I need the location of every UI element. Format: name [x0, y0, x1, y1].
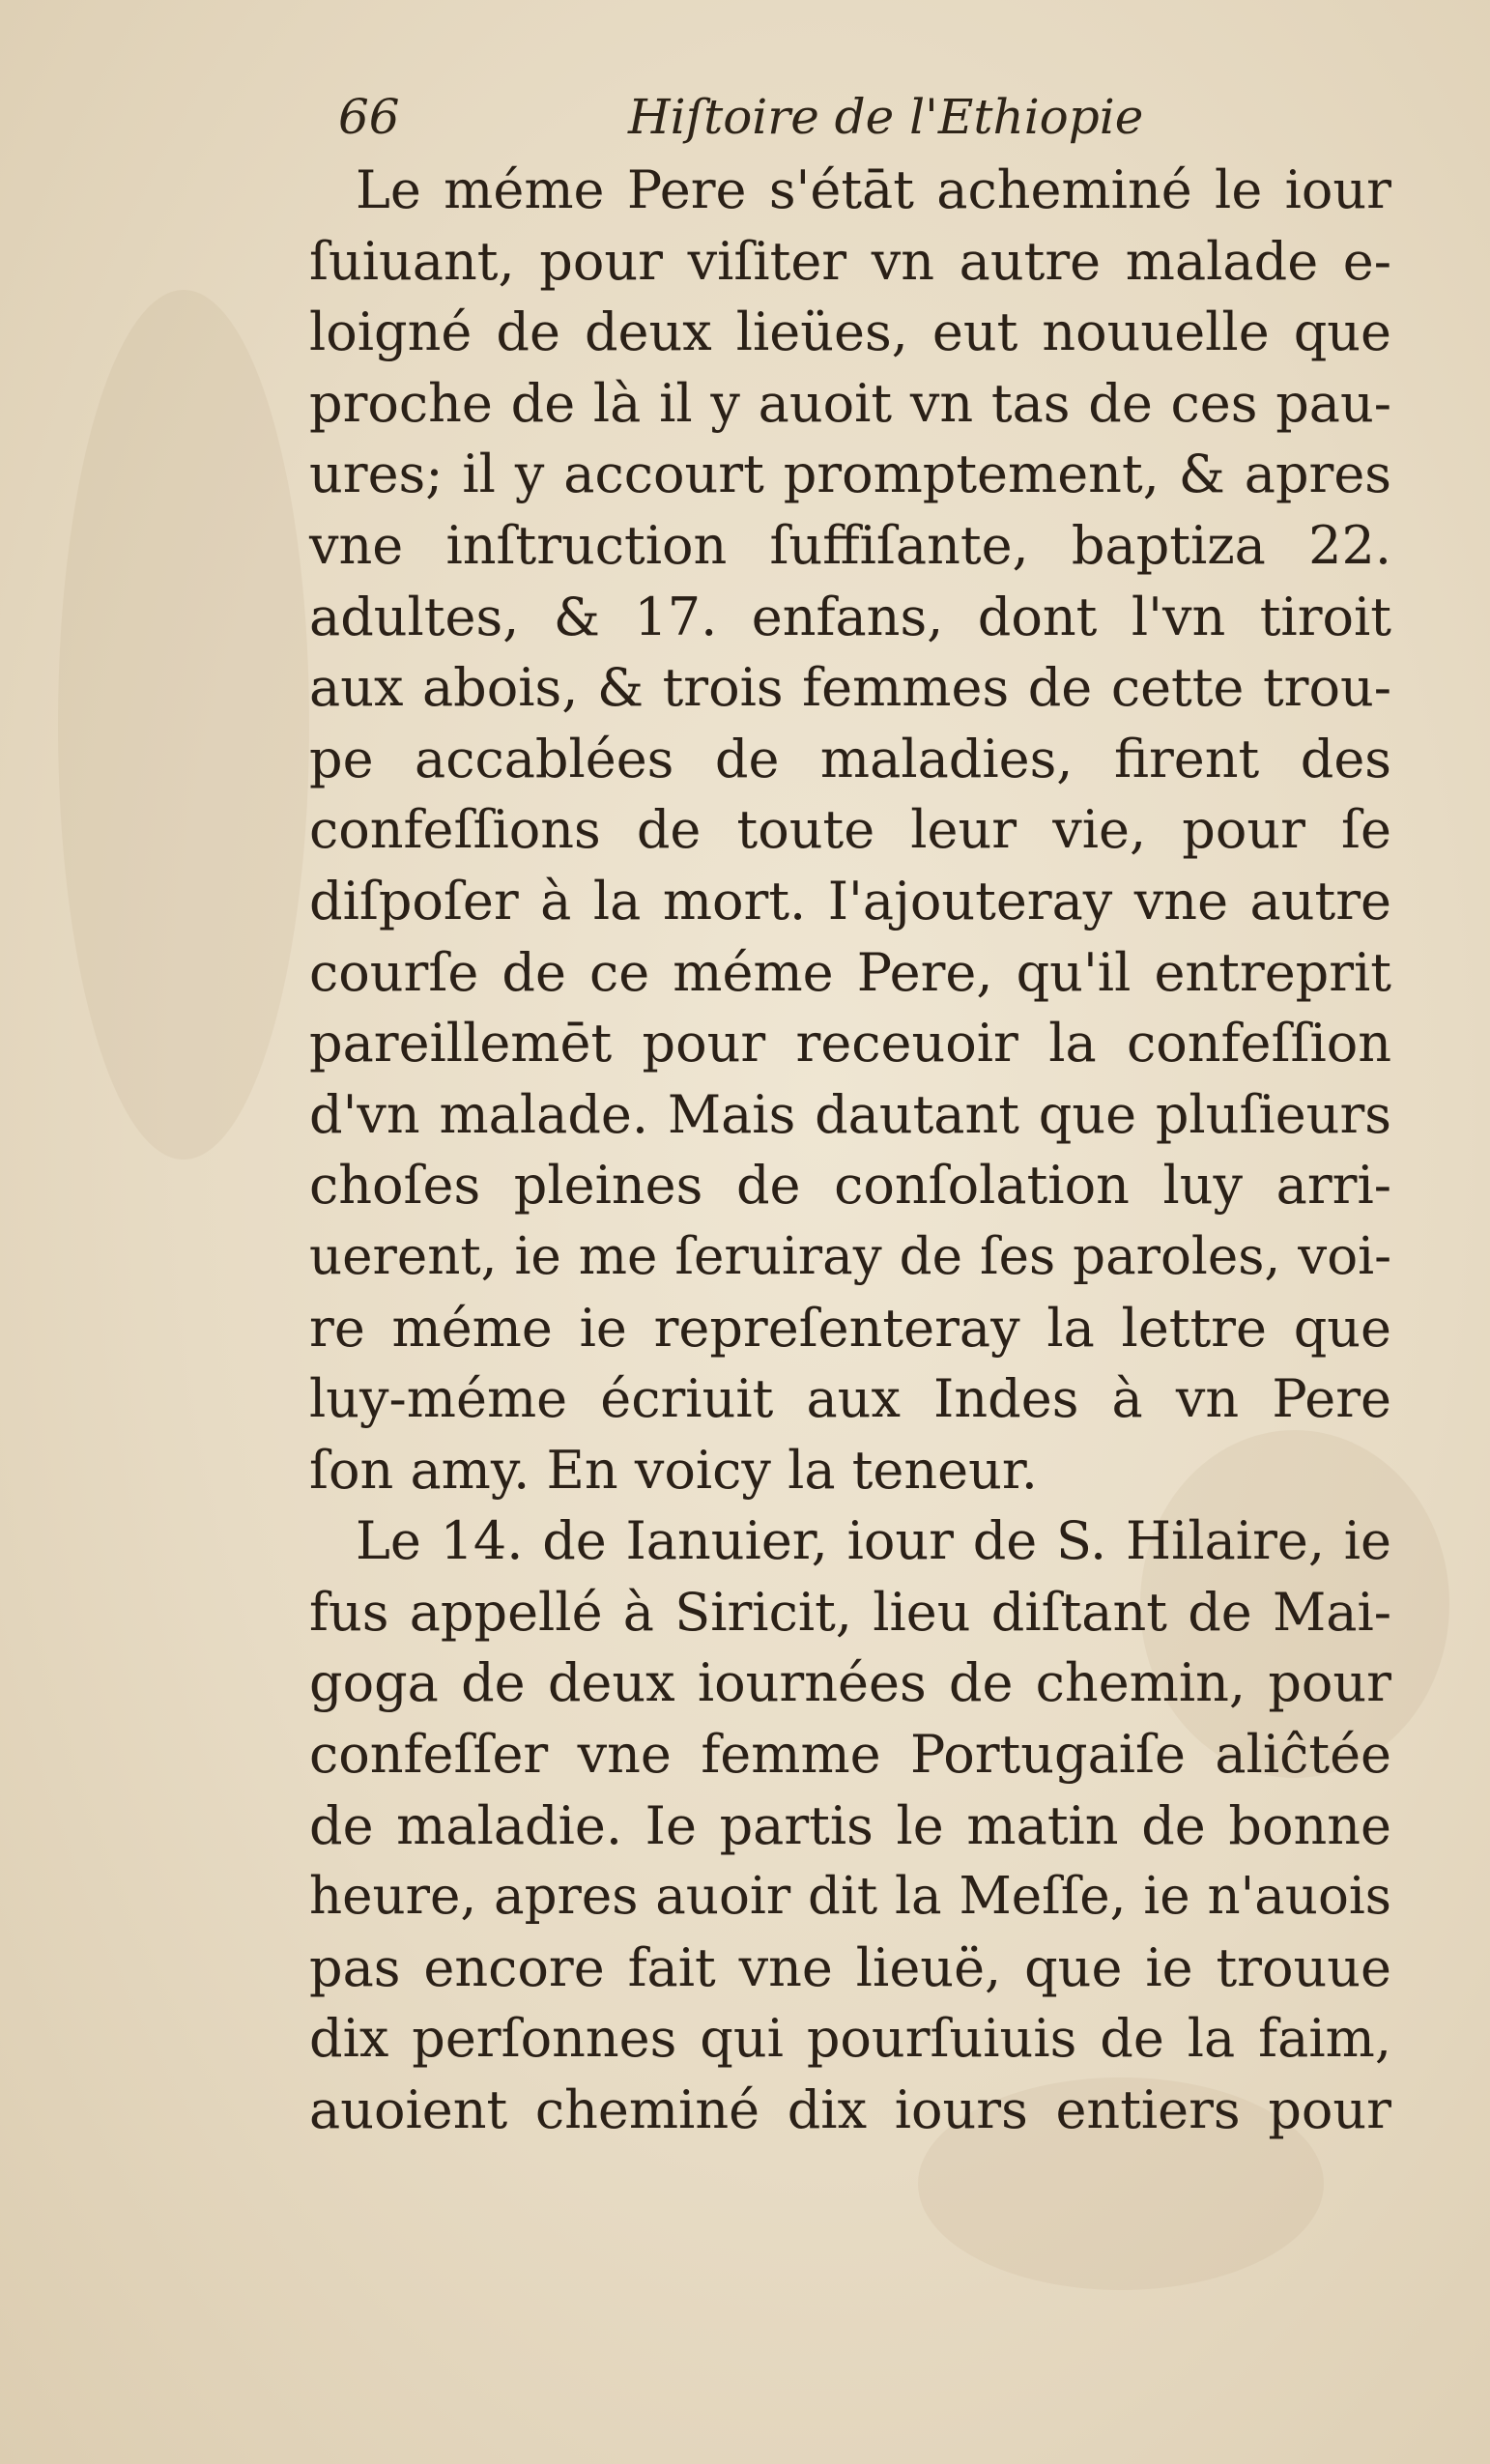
running-title: Hiſtoire de l'Ethiopie: [628, 89, 1144, 145]
text-line: de maladie. Ie partis le matin de bonne: [309, 1794, 1391, 1856]
text-line: Le méme Pere s'étāt acheminé le iour: [356, 159, 1391, 220]
text-line: diſpoſer à la mort. I'ajouteray vne autre: [309, 870, 1391, 931]
text-line: vne inſtruction ſuffiſante, baptiza 22.: [309, 514, 1391, 576]
text-line: confeſſions de toute leur vie, pour ſe: [309, 799, 1391, 861]
text-line: fus appellé à Siricit, lieu diſtant de Mai-: [309, 1581, 1391, 1643]
text-line: pe accablées de maladies, firent des: [309, 728, 1391, 789]
text-line: loigné de deux lieües, eut nouuelle que: [309, 301, 1391, 363]
text-line: ſuiuant, pour viſiter vn autre malade e-: [309, 230, 1391, 292]
text-line: uerent, ie me ſeruiray de ſes paroles, voi-: [309, 1226, 1391, 1286]
text-line: ures; il y accourt promptement, & apres: [309, 444, 1391, 505]
paper-stain: [58, 290, 309, 1160]
text-line: proche de là il y auoit vn tas de ces pau-: [309, 372, 1391, 434]
text-line: ſon amy. En voicy la teneur.: [309, 1439, 1038, 1501]
page-number: 66: [338, 89, 400, 145]
text-line: dix perſonnes qui pourſuiuis de la faim,: [309, 2008, 1391, 2070]
text-line: auoient cheminé dix iours entiers pour: [309, 2079, 1391, 2141]
paragraph: [309, 1505, 1391, 2145]
text-line: pas encore fait vne lieuë, que ie trouue: [309, 1936, 1391, 1998]
paragraph: [309, 155, 1391, 1505]
text-line: d'vn malade. Mais dautant que pluſieurs: [309, 1083, 1391, 1145]
text-line: confeſſer vne femme Portugaiſe aliĉtée: [309, 1724, 1391, 1786]
text-line: aux abois, & trois femmes de cette trou-: [309, 657, 1391, 719]
text-line: courſe de ce méme Pere, qu'il entreprit: [309, 941, 1391, 1003]
text-line: goga de deux iournées de chemin, pour: [309, 1652, 1391, 1714]
text-line: luy-méme écriuit aux Indes à vn Pere: [309, 1368, 1391, 1430]
text-line: adultes, & 17. enfans, dont l'vn tiroit: [309, 586, 1391, 647]
text-line: Le 14. de Ianuier, iour de S. Hilaire, ie: [356, 1510, 1391, 1572]
text-line: heure, apres auoir dit la Meſſe, ie n'auois: [309, 1867, 1391, 1927]
text-line: choſes pleines de conſolation luy arri-: [309, 1155, 1391, 1217]
text-line: re méme ie repreſenteray la lettre que: [309, 1297, 1391, 1359]
text-line: pareillemēt pour receuoir la confeſſion: [309, 1013, 1391, 1074]
body-text: [309, 155, 1391, 2146]
